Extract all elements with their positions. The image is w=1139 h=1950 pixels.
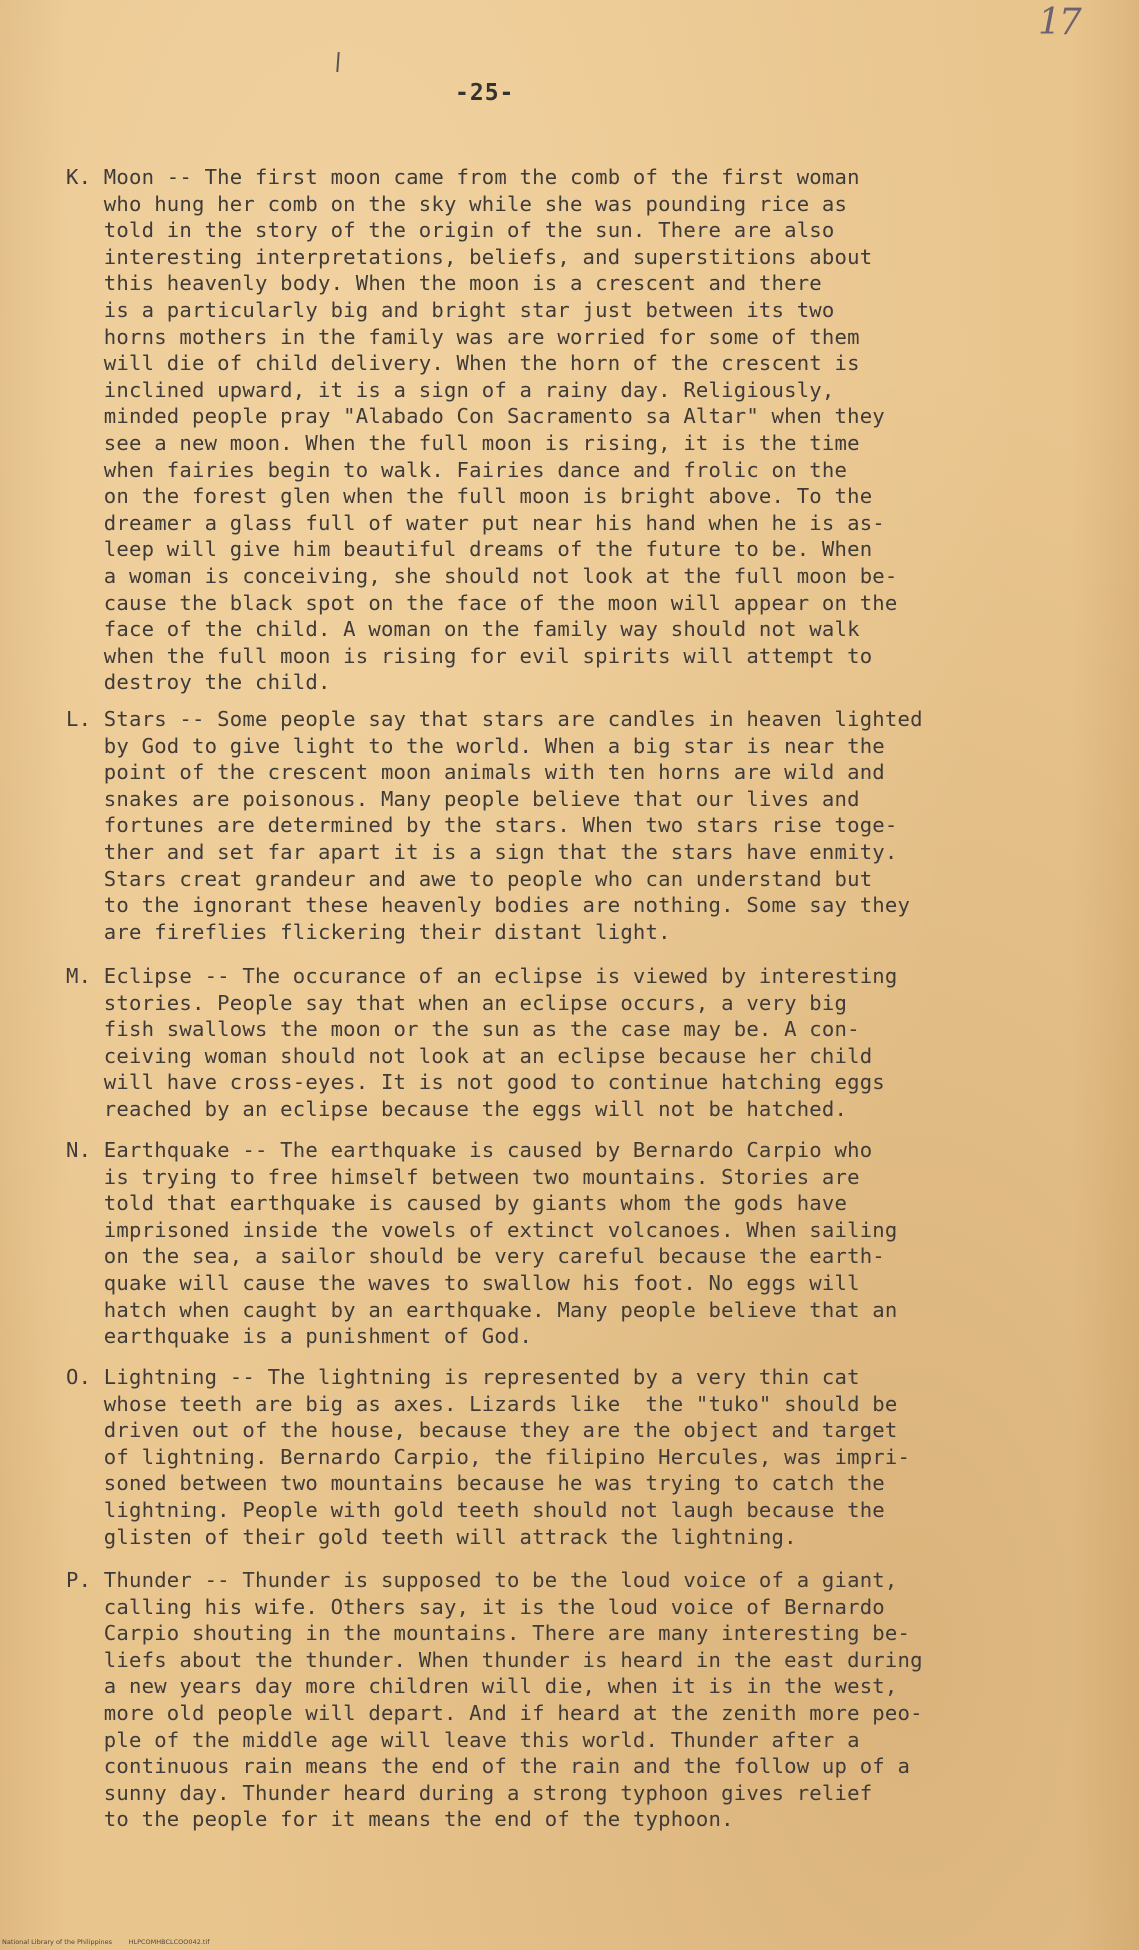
entry-line: imprisoned inside the vowels of extinct volcanoes. When sailing — [66, 1217, 898, 1242]
entry-line: N. Earthquake -- The earthquake is caused by Bernardo Carpio who — [66, 1138, 873, 1162]
entry-line: dreamer a glass full of water put near his hand when he is as- — [66, 510, 885, 535]
entry-line: fish swallows the moon or the sun as the case may be. A con- — [66, 1017, 860, 1042]
entry-line: horns mothers in the family was are worried for some of them — [66, 324, 860, 349]
entry-line: on the forest glen when the full moon is bright above. To the — [66, 484, 873, 509]
entry-line: quake will cause the waves to swallow his foot. No eggs will — [66, 1270, 860, 1295]
entry-line: whose teeth are big as axes. Lizards like the "tuko" should be — [66, 1391, 898, 1416]
entry-line: L. Stars -- Some people say that stars are candles in heaven lighted — [66, 707, 923, 731]
scan-footer — [2, 1938, 210, 1946]
entry-line: face of the child. A woman on the family way should not walk — [66, 617, 860, 642]
entry-line: sunny day. Thunder heard during a strong typhoon gives relief — [66, 1780, 873, 1805]
entry-line: a new years day more children will die, when it is in the west, — [66, 1674, 898, 1699]
entry-line: M. Eclipse -- The occurance of an eclipse is viewed by interesting — [66, 964, 898, 988]
entry-line: ceiving woman should not look at an eclipse because her child — [66, 1043, 873, 1068]
entry-line: driven out of the house, because they are the object and target — [66, 1418, 898, 1443]
entry-line: see a new moon. When the full moon is rising, it is the time — [66, 430, 860, 455]
entry-line: Carpio shouting in the mountains. There are many interesting be- — [66, 1621, 911, 1646]
entry-line: K. Moon -- The first moon came from the comb of the first woman — [66, 165, 860, 189]
entry-line: ple of the middle age will leave this world. Thunder after a — [66, 1727, 860, 1752]
entry-line: liefs about the thunder. When thunder is heard in the east during — [66, 1647, 923, 1672]
page-number: -25- — [455, 80, 515, 106]
entry-line: fortunes are determined by the stars. When two stars rise toge- — [66, 813, 898, 838]
entry-lightning — [66, 1364, 1076, 1550]
entry-line: lightning. People with gold teeth should not laugh because the — [66, 1497, 885, 1522]
entry-line: to the ignorant these heavenly bodies are nothing. Some say they — [66, 893, 911, 918]
entry-line: is trying to free himself between two mountains. Stories are — [66, 1164, 860, 1189]
entry-line: point of the crescent moon animals with ten horns are wild and — [66, 760, 885, 785]
footer-library: National Library of the Philippines — [2, 1938, 113, 1946]
entry-line: when the full moon is rising for evil spirits will attempt to — [66, 643, 873, 668]
entry-earthquake — [66, 1137, 1076, 1350]
entry-line: O. Lightning -- The lightning is represented by a very thin cat — [66, 1365, 860, 1389]
entry-line: soned between two mountains because he was trying to catch the — [66, 1471, 885, 1496]
entry-line: hatch when caught by an earthquake. Many people believe that an — [66, 1297, 898, 1322]
entry-line: reached by an eclipse because the eggs will not be hatched. — [66, 1096, 848, 1121]
entry-thunder — [66, 1567, 1076, 1833]
entry-line: a woman is conceiving, she should not look at the full moon be- — [66, 563, 898, 588]
entry-line: more old people will depart. And if heard at the zenith more peo- — [66, 1700, 923, 1725]
entry-moon — [66, 164, 1076, 696]
entry-line: glisten of their gold teeth will attrack the lightning. — [66, 1524, 797, 1549]
entry-line: ther and set far apart it is a sign that the stars have enmity. — [66, 839, 898, 864]
entry-line: earthquake is a punishment of God. — [66, 1324, 533, 1349]
entry-eclipse — [66, 963, 1076, 1123]
entry-line: continuous rain means the end of the rain and the follow up of a — [66, 1754, 911, 1779]
entry-line: cause the black spot on the face of the moon will appear on the — [66, 590, 898, 615]
pen-tick-mark — [336, 52, 339, 72]
handwritten-folio-number: 17 — [1038, 2, 1080, 43]
footer-file-ref: HLPCOMHBCLCOO042.tif — [128, 1938, 210, 1946]
entry-line: told in the story of the origin of the sun. There are also — [66, 218, 835, 243]
entry-line: told that earthquake is caused by giants whom the gods have — [66, 1191, 848, 1216]
entry-line: Stars creat grandeur and awe to people who can understand but — [66, 866, 873, 891]
entry-line: by God to give light to the world. When a big star is near the — [66, 733, 885, 758]
entry-line: stories. People say that when an eclipse occurs, a very big — [66, 990, 848, 1015]
entry-line: inclined upward, it is a sign of a rainy day. Religiously, — [66, 377, 835, 402]
entry-line: is a particularly big and bright star just between its two — [66, 297, 835, 322]
entry-line: P. Thunder -- Thunder is supposed to be the loud voice of a giant, — [66, 1568, 898, 1592]
entry-line: interesting interpretations, beliefs, and superstitions about — [66, 244, 873, 269]
entry-line: leep will give him beautiful dreams of the future to be. When — [66, 537, 873, 562]
entry-line: to the people for it means the end of the typhoon. — [66, 1807, 734, 1832]
entry-line: when fairies begin to walk. Fairies dance and frolic on the — [66, 457, 848, 482]
entry-line: will have cross-eyes. It is not good to continue hatching eggs — [66, 1070, 885, 1095]
entry-line: who hung her comb on the sky while she was pounding rice as — [66, 191, 848, 216]
entry-line: on the sea, a sailor should be very careful because the earth- — [66, 1244, 885, 1269]
entry-line: will die of child delivery. When the horn of the crescent is — [66, 351, 860, 376]
entry-line: of lightning. Bernardo Carpio, the filipino Hercules, was impri- — [66, 1444, 911, 1469]
entry-stars — [66, 706, 1076, 945]
entry-line: minded people pray "Alabado Con Sacramento sa Altar" when they — [66, 404, 885, 429]
entry-line: calling his wife. Others say, it is the loud voice of Bernardo — [66, 1594, 885, 1619]
entry-line: are fireflies flickering their distant light. — [66, 919, 671, 944]
entry-line: destroy the child. — [66, 670, 331, 695]
entry-line: this heavenly body. When the moon is a crescent and there — [66, 271, 822, 296]
entry-line: snakes are poisonous. Many people believe that our lives and — [66, 786, 860, 811]
